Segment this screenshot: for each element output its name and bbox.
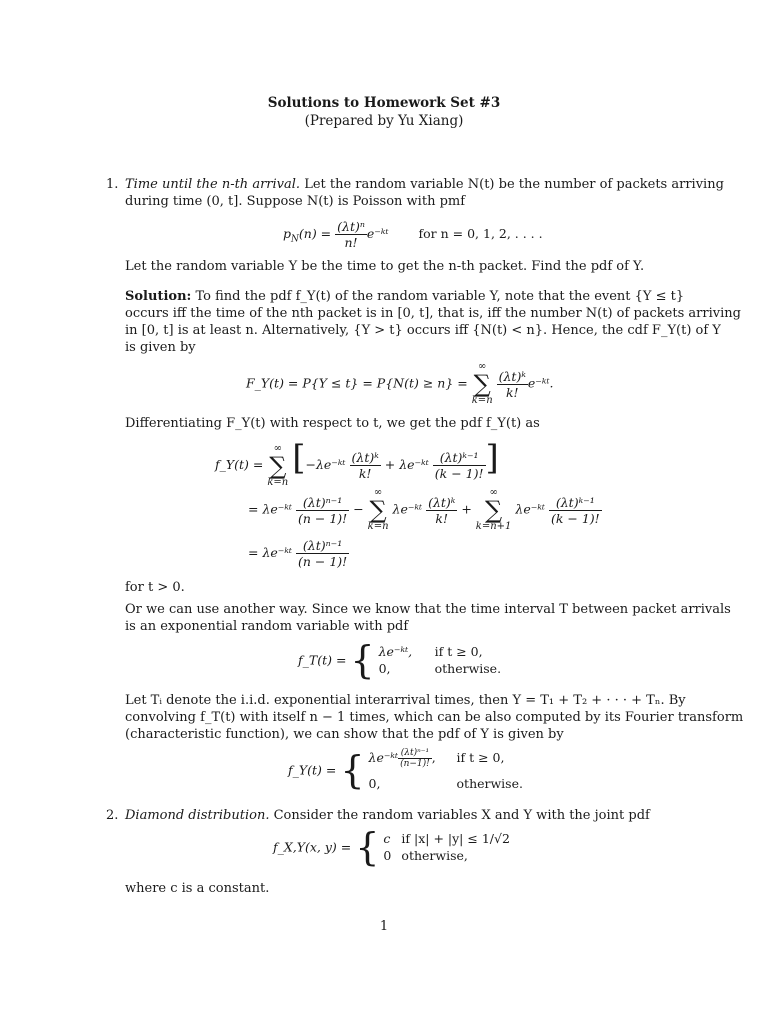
fY-equation: f_Y(t) = { λe⁻ᵏᵗ $\frac{\text{(λt)ⁿ⁻¹}}{(n-1)!}$ , if t ≥ 0, 0, otherwise. [288, 748, 523, 792]
fT-equation: f_T(t) = { λe⁻ᵏᵗ, if t ≥ 0, 0, otherwise. [298, 638, 502, 682]
problem-1-number: 1. [106, 177, 119, 192]
solution-line-2: occurs iff the time of the nth packet is in [0, t], that is, iff the number N(t) of packets arriving [125, 306, 741, 321]
let-line-2: convolving f_T(t) with itself n − 1 times, which can be also computed by its Fourier transform [125, 710, 744, 725]
page-title: Solutions to Homework Set #3 [267, 95, 501, 111]
for-t-line: for t > 0. [125, 580, 185, 595]
derivative-equation-1: f_Y(t) = ∞ ∑ k=n [−λe⁻ᵏᵗ $\frac{\text{(λt)ᵏ}}{k!}$ + λe⁻ᵏᵗ $\frac{\text{(λt)ᵏ⁻¹}}{(k - 1)!}$ ] [215, 438, 499, 488]
solution-label: Solution: [125, 289, 192, 304]
problem-1-line-1 [125, 176, 724, 193]
problem-1-heading: Time until the n-th arrival. [125, 177, 301, 192]
let-line-3: (characteristic function), we can show that the pdf of Y is given by [125, 727, 564, 742]
cdf-equation: F_Y(t) = P{Y ≤ t} = P{N(t) ≥ n} = ∞ ∑ k=n $\frac{\text{(λt)ᵏ}}{k!}$ e⁻ᵏᵗ. [246, 361, 554, 406]
solution-line-3: in [0, t] is at least n. Alternatively, {Y > t} occurs iff {N(t) < n}. Hence, the cdf F_Y(t) of Y [125, 323, 721, 338]
problem-1-line-2: during time (0, t]. Suppose N(t) is Poisson with pmf [125, 194, 466, 209]
solution-line-4: is given by [125, 340, 196, 355]
solution-line-1: Solution: To find the pdf f_Y(t) of the random variable Y, note that the event {Y ≤ t} [125, 289, 685, 304]
pmf-equation: $p_N(n)$ = $\frac{\text{(λt)ⁿ}}{n!}$ e⁻ᵏᵗ for n = 0, 1, 2, . . . . [283, 219, 543, 250]
joint-pdf-equation: f_X,Y(x, y) = { c if |x| + |y| ≤ 1/√2 0 otherwise, [273, 825, 510, 869]
alternative-line-2: is an exponential random variable with pdf [125, 619, 409, 634]
differentiating-line: Differentiating F_Y(t) with respect to t, we get the pdf f_Y(t) as [125, 416, 540, 431]
pmf-fraction: $\frac{\text{(λt)ⁿ}}{n!}$ [337, 219, 365, 250]
problem-1-line-1-rest: Let the random variable N(t) be the number of packets arriving [304, 177, 724, 192]
page-subtitle: (Prepared by Yu Xiang) [304, 113, 464, 129]
sum-symbol: ∞ ∑ k=n [471, 361, 493, 406]
problem-1-line-3: Let the random variable Y be the time to get the n-th packet. Find the pdf of Y. [125, 259, 645, 274]
derivative-equation-3: = λe⁻ᵏᵗ $\frac{\text{(λt)ⁿ⁻¹}}{(n - 1)!}$ [248, 538, 348, 569]
let-line-1: Let Tᵢ denote the i.i.d. exponential interarrival times, then Y = T₁ + T₂ + · · · + Tₙ. By [125, 693, 686, 708]
problem-2-line-1: Diamond distribution. Consider the random variables X and Y with the joint pdf [125, 808, 650, 823]
problem-2-number: 2. [106, 808, 119, 823]
page-number: 1 [379, 919, 389, 934]
problem-2-heading: Diamond distribution. [125, 808, 270, 823]
where-c-line: where c is a constant. [125, 881, 270, 896]
derivative-equation-2: = λe⁻ᵏᵗ $\frac{\text{(λt)ⁿ⁻¹}}{(n - 1)!}$ − ∞ ∑ k=n λe⁻ᵏᵗ $\frac{\text{(λt)ᵏ}}{k!}$ + ∞ ∑ k=n+1 λe⁻ᵏᵗ $\frac{\text{(λt)ᵏ⁻¹}}{(k - 1)!}$ [248, 487, 600, 532]
alternative-line-1: Or we can use another way. Since we know that the time interval T between packet arrivals [125, 602, 731, 617]
